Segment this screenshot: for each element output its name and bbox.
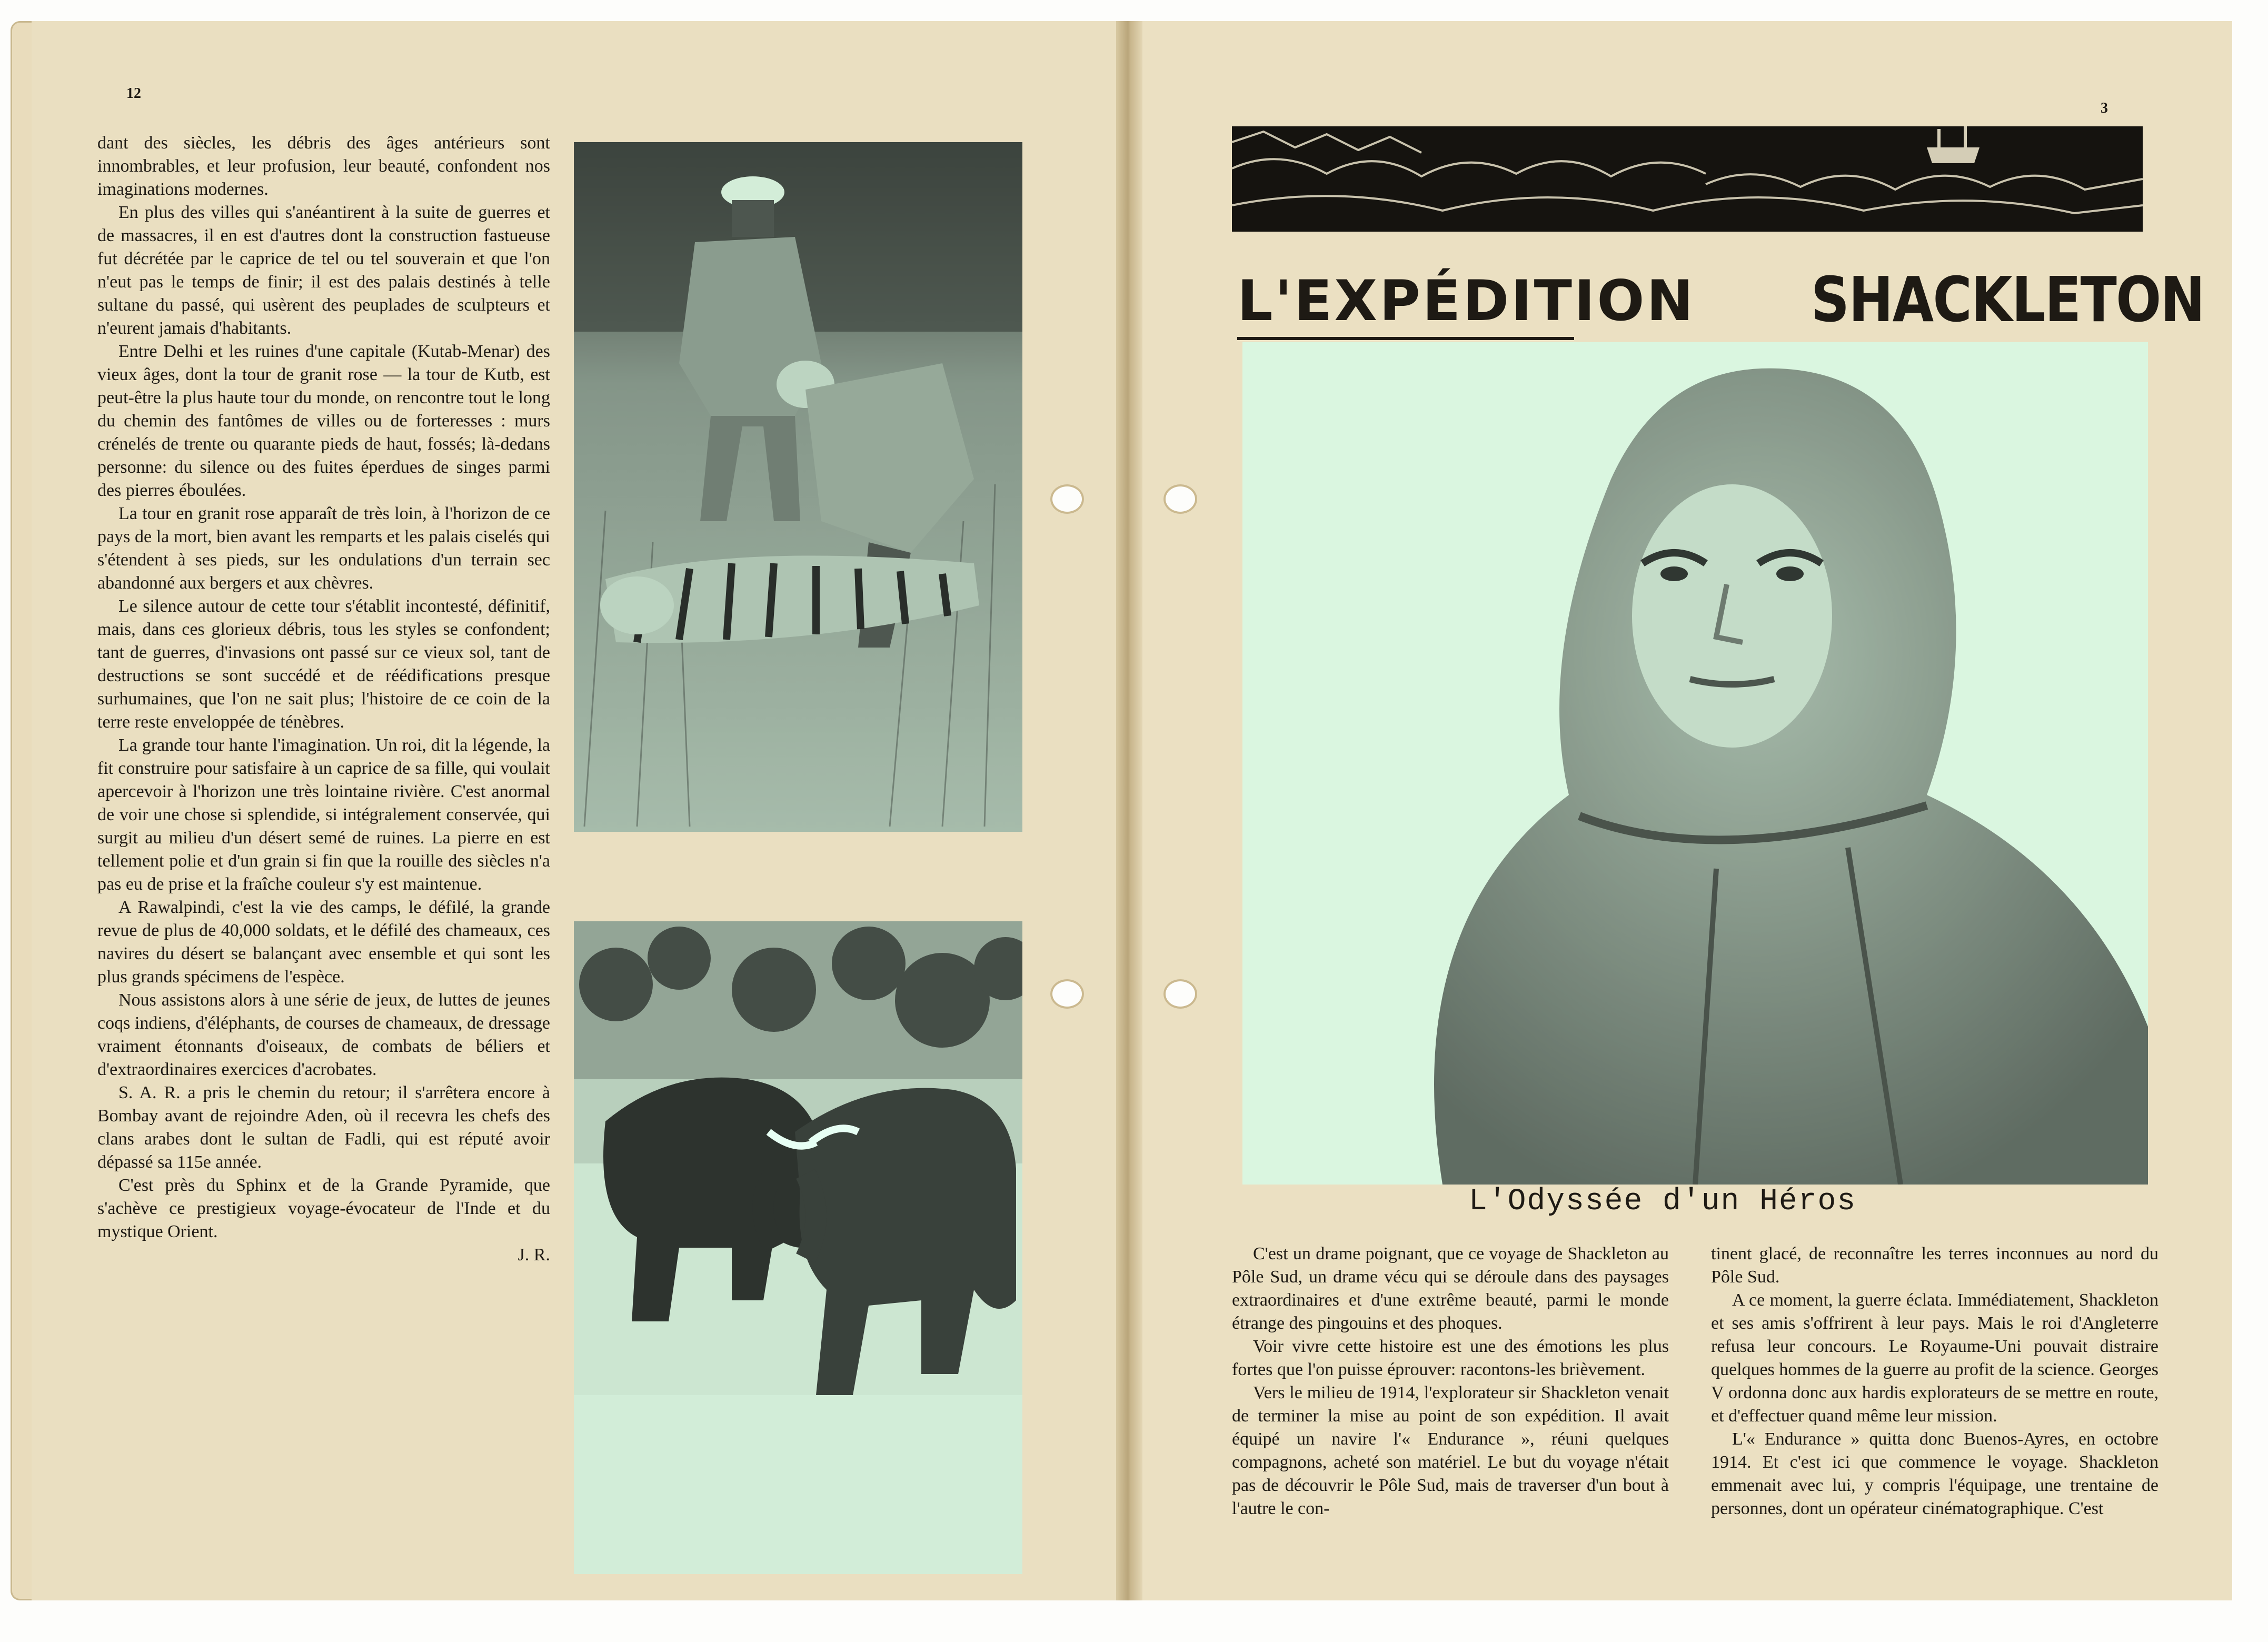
paragraph: Le silence autour de cette tour s'établit incontesté, définitif, mais, dans ces glorieux débris, tous les styles se confondent; tant de guerres, d'invasions ont passé sur ce vieux sol, tant de destructions se sont succédé et de réédifications presque surhumaines, que l'on ne sait plus; l'histoire de ce coin de la terre reste enveloppée de ténèbres. [97,596,550,732]
paragraph: La grande tour hante l'imagination. Un roi, dit la légende, la fit construire pour satisfaire à un caprice de sa fille, qui voulait apercevoir à l'horizon une très lointaine rivière. C'est anormal de voir une chose si splendide, si intégralement conservée, qui surgit au milieu d'un désert semé de ruines. La pierre en est tellement polie et d'un grain si fin que la rouille des siècles n'a pas eu de prise et la fraîche couleur s'y est maintenue. [97,735,550,894]
title-underline [1237,337,1574,340]
paragraph: La tour en granit rose apparaît de très loin, à l'horizon de ce pays de la mort, bien avant les remparts et les palais ciselés qui s'étendent à ses pieds, sur les ondulations d'un terrain sec abandonné aux bergers et aux chèvres. [97,504,550,593]
binding-gutter [1116,21,1142,1600]
shackleton-portrait-photo [1242,342,2148,1185]
paragraph: Entre Delhi et les ruines d'une capitale (Kutab-Menar) des vieux âges, dont la tour de granit rose — la tour de Kutb, est peut-être la plus haute tour du monde, on rencontre tout le long du chemin des fantômes de villes ou de forteresses : murs crénelés de trente ou quarante pieds de haut, fossés; là-dedans personne: du silence ou des fuites éperdues de singes parmi des pierres éboulées. [97,342,550,500]
ship-banner-illustration [1232,126,2143,232]
elephants-fighting-photo [574,921,1022,1574]
page-number-right: 3 [2101,100,2108,116]
punch-hole [1163,484,1197,514]
paragraph: dant des siècles, les débris des âges antérieurs sont innombrables, et leur profusion, leur beauté, confondent nos imaginations modernes. [97,133,550,199]
page-number-left: 12 [126,85,141,102]
paragraph: Voir vivre cette histoire est une des émotions les plus fortes que l'on puisse éprouver: racontons-les brièvement. [1232,1337,1669,1379]
title-shackleton: SHACKLETON [1811,263,2204,336]
right-article-col2 [1711,1242,2158,1520]
right-article-col1 [1232,1242,1669,1520]
paragraph: Nous assistons alors à une série de jeux, de luttes de jeunes coqs indiens, d'éléphants, de courses de chameaux, de dressage vraiment étonnants d'oiseaux, de combats de béliers et d'extraordinaires exercices d'acrobates. [97,990,550,1079]
paragraph: A Rawalpindi, c'est la vie des camps, le défilé, la grande revue de plus de 40,000 soldats, et le défilé des chameaux, ces navires du désert se balançant avec ensemble et qui sont les plus grands spécimens de l'espèce. [97,898,550,987]
punch-hole [1163,979,1197,1009]
title-expedition: L'EXPÉDITION [1237,268,1696,333]
author-signature: J. R. [518,1245,550,1265]
punch-hole [1050,979,1084,1009]
paragraph: A ce moment, la guerre éclata. Immédiatement, Shackleton et ses amis s'offrirent à leur pays. Mais le roi d'Angleterre refusa leur concours. Le Royaume-Uni pouvait distraire quelques hommes de la guerre au profit de la science. Georges V ordonna donc aux hardis explorateurs de se mettre en route, et d'effectuer quand même leur mission. [1711,1290,2158,1426]
paragraph: C'est près du Sphinx et de la Grande Pyramide, que s'achève ce prestigieux voyage-évocateur de l'Inde et du mystique Orient. [97,1176,550,1241]
punch-hole [1050,484,1084,514]
article-subtitle: L'Odyssée d'un Héros [1469,1185,1857,1219]
paragraph: C'est un drame poignant, que ce voyage de Shackleton au Pôle Sud, un drame vécu qui se déroule dans des paysages extraordinaires et d'une extrême beauté, parmi le monde étrange des pingouins et des phoques. [1232,1244,1669,1333]
left-article-text [97,132,550,1267]
paragraph: En plus des villes qui s'anéantirent à la suite de guerres et de massacres, il en est d'autres dont la construction fastueuse fut décrétée par le caprice de tel ou tel souverain et que l'on n'eut pas le temps de finir; il est des palais destinés à telle sultane du passé, qui usèrent des peuplades de sculpteurs et n'eurent jamais d'habitants. [97,203,550,338]
paragraph: S. A. R. a pris le chemin du retour; il s'arrêtera encore à Bombay avant de rejoindre Aden, où il recevra les chefs des clans arabes dont le sultan de Fadli, qui est réputé avoir dépassé sa 115e année. [97,1083,550,1172]
paragraph: L'« Endurance » quitta donc Buenos-Ayres, en octobre 1914. Et c'est ici que commence le voyage. Shackleton emmenait avec lui, y compris l'équipage, une trentaine de personnes, dont un opérateur cinématographique. C'est [1711,1429,2158,1518]
tiger-hunt-photo [574,142,1022,832]
paragraph: Vers le milieu de 1914, l'explorateur sir Shackleton venait de terminer la mise au point de son expédition. Il avait équipé un navire l'« Endurance », réuni quelques compagnons, acheté son matériel. Le but du voyage n'était pas de découvrir le Pôle Sud, mais de traverser d'un bout à l'autre le con- [1232,1383,1669,1518]
paragraph: tinent glacé, de reconnaître les terres inconnues au nord du Pôle Sud. [1711,1244,2158,1287]
